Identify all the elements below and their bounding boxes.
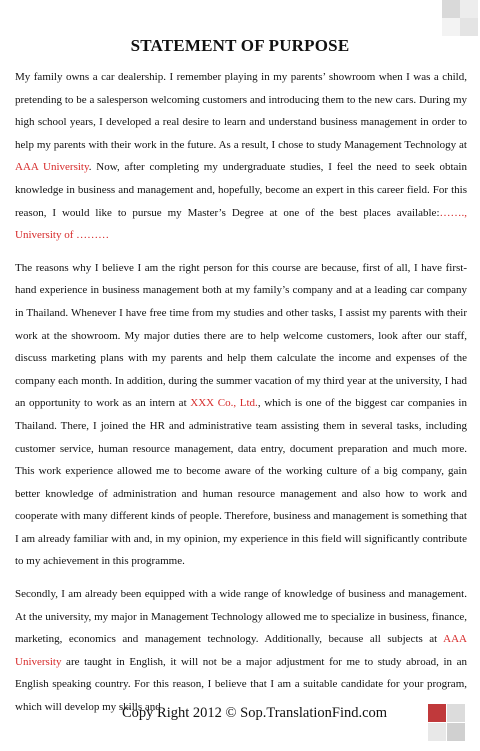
- paragraph-3-text-1: Secondly, I am already been equipped with a wide range of knowledge of business and management. At the university, my major in Management Technology allowed me to specialize in business, finance, marketing, economics and management technology. Additionally, because all subjects at: [15, 588, 467, 646]
- site-logo-icon: [428, 704, 468, 744]
- university-name-highlight: AAA University: [15, 161, 89, 174]
- copyright-text: Copy Right 2012 © Sop.TranslationFind.com: [122, 705, 388, 721]
- corner-logo-icon: [440, 0, 480, 40]
- target-university-highlight: ……., University of ………: [15, 206, 467, 242]
- document-body: [15, 66, 467, 729]
- paragraph-1: [15, 66, 467, 247]
- paragraph-2-text-1: The reasons why I believe I am the right person for this course are because, first of all, I have first-hand experience in business management both at my family’s company and at a leading car company in Thailand. Whenever I have free time from my studies and other tasks, I assist my parents with their work at the showroom. My major duties there are to help welcome customers, look after our staff, discuss marketing plans with my parents and help them calculate the income and expenses of the company each month. In addition, during the summer vacation of my third year at the university, I had an opportunity to work as an intern at: [15, 261, 467, 410]
- paragraph-2: [15, 257, 467, 573]
- company-name-highlight: XXX Co., Ltd.: [190, 397, 258, 410]
- paragraph-1-text-2: . Now, after completing my undergraduate studies, I feel the need to seek obtain knowledge in business and management and, hopefully, become an expert in this career field. For this reason, I would like to pursue my Master’s Degree at one of the best places available:: [15, 161, 467, 219]
- paragraph-1-text-1: My family owns a car dealership. I remember playing in my parents’ showroom when I was a child, pretending to be a salesperson welcoming customers and introducing them to the new cars. During my high school years, I developed a real desire to learn and understand business management in order to help my parents with their work in the future. As a result, I chose to study Management Technology at: [15, 71, 467, 151]
- paragraph-3: [15, 583, 467, 719]
- university-name-highlight-2: AAA University: [15, 633, 467, 668]
- page-footer: [0, 704, 480, 744]
- paragraph-3-text-2: are taught in English, it will not be a major adjustment for me to study abroad, in an English speaking country. For this reason, I believe that I am a suitable candidate for your program, which will develop my skills and: [15, 655, 467, 714]
- page-title: STATEMENT OF PURPOSE: [130, 36, 350, 55]
- paragraph-2-text-2: , which is one of the biggest car companies in Thailand. There, I joined the HR and administrative team assisting them in several tasks, including customer service, human resource management, data entry, document preparation and much more. This work experience allowed me to become aware of the working culture of a big company, gain better knowledge of administration and human resource management and also how to work and cooperate with many different kinds of people. Therefore, business and management is something that I am already familiar with and, in my opinion, my experience in this field will significantly contribute to my achievement in this programme.: [15, 397, 467, 568]
